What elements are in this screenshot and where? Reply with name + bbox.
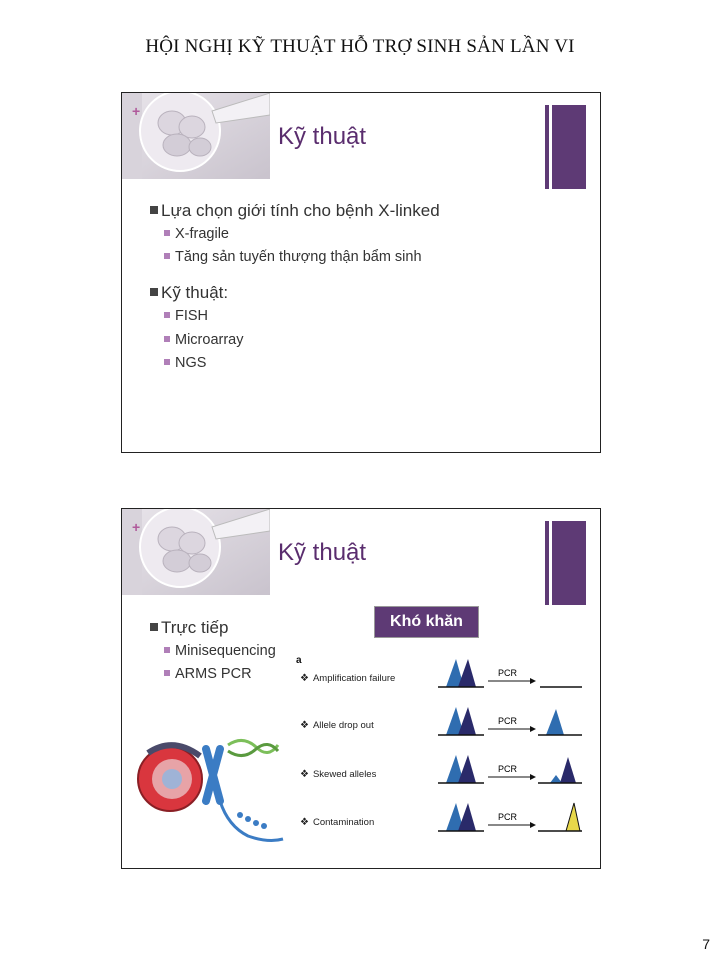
slide-title: Kỹ thuật <box>278 123 367 150</box>
bullet-item: Kỹ thuật: <box>150 283 228 303</box>
embryo-image <box>122 509 270 595</box>
chromosome-dna-illustration <box>128 731 298 856</box>
figure-row-label: ❖ Contamination <box>300 817 375 828</box>
decorative-bar <box>552 521 586 605</box>
figure-row-label: ❖ Skewed alleles <box>300 769 377 780</box>
arrow-label: PCR <box>498 668 518 678</box>
slide-1 <box>121 92 601 453</box>
peak-row <box>438 755 582 783</box>
sub-bullet-item: Tăng sản tuyến thượng thận bẩm sinh <box>164 249 422 265</box>
peak-row <box>438 659 582 687</box>
document-header: HỘI NGHỊ KỸ THUẬT HỖ TRỢ SINH SẢN LẦN VI <box>145 36 575 57</box>
sub-bullet-item: ARMS PCR <box>164 666 252 682</box>
arrow-label: PCR <box>498 764 518 774</box>
peak-row <box>438 707 582 735</box>
plus-icon: + <box>132 519 141 535</box>
embryo-image <box>122 93 270 179</box>
sub-bullet-item: NGS <box>164 355 206 371</box>
figure-panel-letter: a <box>296 655 302 666</box>
peak-row <box>438 803 582 831</box>
arrow-label: PCR <box>498 716 518 726</box>
figure-row-label: ❖ Allele drop out <box>300 720 374 731</box>
decorative-bar <box>552 105 586 189</box>
page-number: 7 <box>702 936 710 952</box>
sub-bullet-item: Microarray <box>164 332 243 348</box>
plus-icon: + <box>132 103 141 119</box>
arrow-label: PCR <box>498 812 518 822</box>
bullet-item: Trực tiếp <box>150 618 228 638</box>
sub-bullet-item: X-fragile <box>164 226 229 242</box>
decorative-bar <box>545 105 549 189</box>
sub-bullet-item: Minisequencing <box>164 643 276 659</box>
figure-row-label: ❖ Amplification failure <box>300 673 396 684</box>
pcr-peaks-figure <box>436 659 586 839</box>
sub-bullet-item: FISH <box>164 308 208 324</box>
slide-2 <box>121 508 601 869</box>
bullet-item: Lựa chọn giới tính cho bệnh X-linked <box>150 201 440 221</box>
slide-title: Kỹ thuật <box>278 539 367 566</box>
difficulty-box: Khó khăn <box>374 606 479 638</box>
decorative-bar <box>545 521 549 605</box>
